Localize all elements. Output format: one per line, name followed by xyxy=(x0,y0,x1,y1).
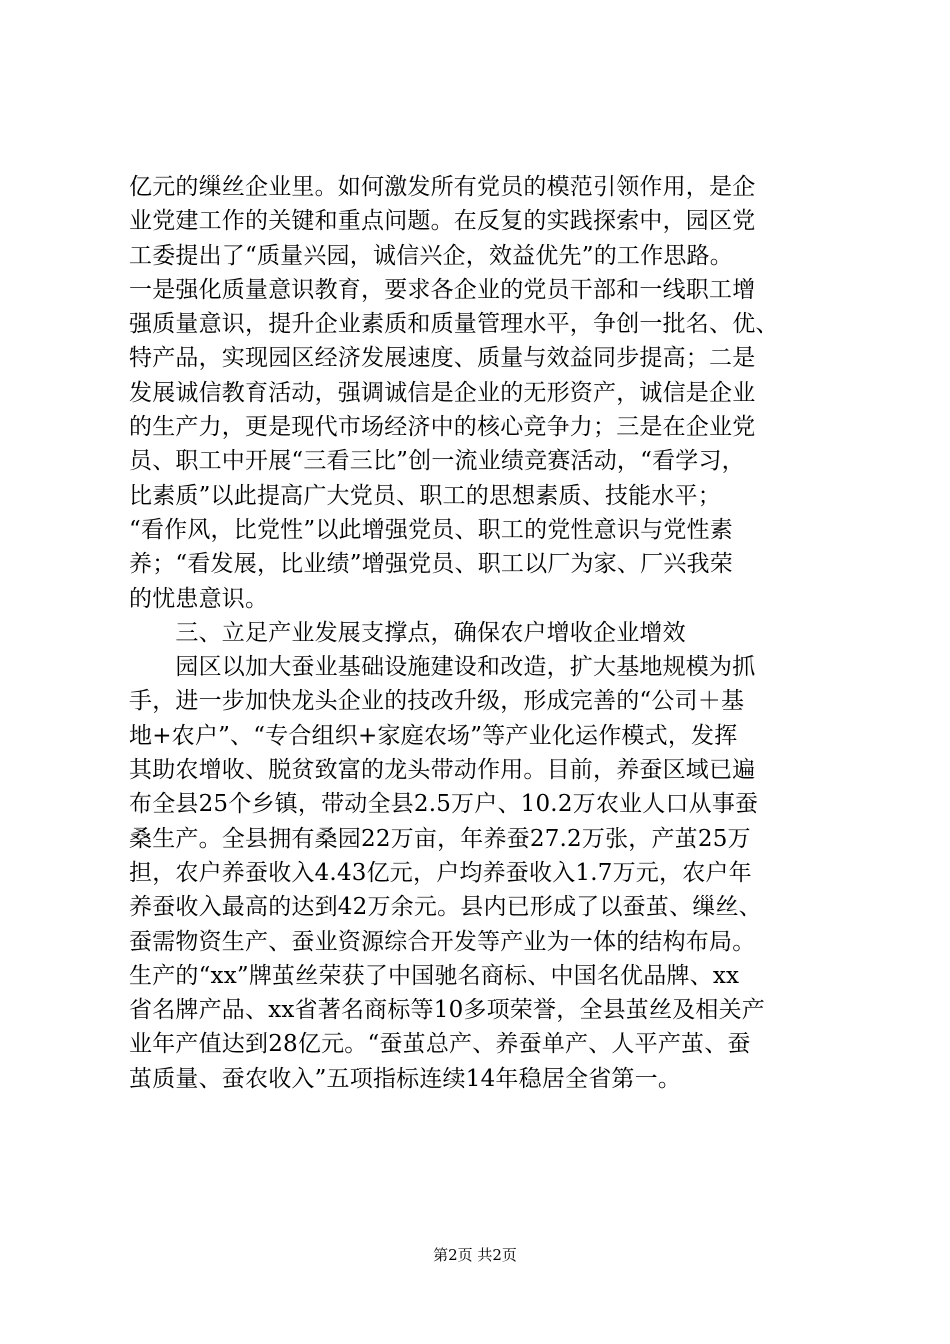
text-line: 业年产值达到28亿元。“蚕茧总产、养蚕单产、人平产茧、蚕 xyxy=(129,1031,751,1058)
page-footer: 第2页 共2页 xyxy=(433,1246,517,1264)
text-line: 省名牌产品、xx省著名商标等10多项荣誉，全县茧丝及相关产 xyxy=(129,997,766,1024)
body-text xyxy=(129,170,829,1096)
text-line: 的生产力，更是现代市场经济中的核心竞争力；三是在企业党 xyxy=(129,414,756,441)
text-line: 园区以加大蚕业基础设施建设和改造，扩大基地规模为抓 xyxy=(129,654,756,681)
text-line: 发展诚信教育活动，强调诚信是企业的无形资产，诚信是企业 xyxy=(129,379,756,406)
text-line: 养蚕收入最高的达到42万余元。县内已形成了以蚕茧、缫丝、 xyxy=(129,894,762,921)
text-line: 手，进一步加快龙头企业的技改升级，形成完善的“公司＋基 xyxy=(129,688,745,715)
text-line: 特产品，实现园区经济发展速度、质量与效益同步提高；二是 xyxy=(129,345,756,372)
text-line: 强质量意识，提升企业素质和质量管理水平，争创一批名、优、 xyxy=(129,311,779,338)
text-line: 地+农户”、“专合组织+家庭农场”等产业化运作模式，发挥 xyxy=(129,722,738,749)
text-line: 一是强化质量意识教育，要求各企业的党员干部和一线职工增 xyxy=(129,276,756,303)
text-line: 工委提出了“质量兴园，诚信兴企，效益优先”的工作思路。 xyxy=(129,242,733,269)
text-line: 担，农户养蚕收入4.43亿元，户均养蚕收入1.7万元，农户年 xyxy=(129,859,752,886)
text-line: 蚕需物资生产、蚕业资源综合开发等产业为一体的结构布局。 xyxy=(129,928,756,955)
text-line: “看作风，比党性”以此增强党员、职工的党性意识与党性素 xyxy=(129,516,733,543)
text-line: 亿元的缫丝企业里。如何激发所有党员的模范引领作用，是企 xyxy=(129,174,756,200)
text-line: 其助农增收、脱贫致富的龙头带动作用。目前，养蚕区域已遍 xyxy=(129,757,756,784)
text-line: 养；“看发展，比业绩”增强党员、职工以厂为家、厂兴我荣 xyxy=(129,551,733,578)
text-line: 的忧患意识。 xyxy=(129,585,269,612)
text-line: 比素质”以此提高广大党员、职工的思想素质、技能水平； xyxy=(129,482,721,509)
text-line: 茧质量、蚕农收入”五项指标连续14年稳居全省第一。 xyxy=(129,1065,682,1092)
text-line: 布全县25个乡镇，带动全县2.5万户、10.2万农业人口从事蚕 xyxy=(129,791,759,818)
text-line: 业党建工作的关键和重点问题。在反复的实践探索中，园区党 xyxy=(129,208,756,235)
text-line: 生产的“xx”牌茧丝荣获了中国驰名商标、中国名优品牌、xx xyxy=(129,962,740,989)
text-line: 桑生产。全县拥有桑园22万亩，年养蚕27.2万张，产茧25万 xyxy=(129,825,751,852)
text-line: 三、立足产业发展支撑点，确保农户增收企业增效 xyxy=(129,619,686,646)
text-line: 员、职工中开展“三看三比”创一流业绩竞赛活动，“看学习， xyxy=(129,448,745,475)
